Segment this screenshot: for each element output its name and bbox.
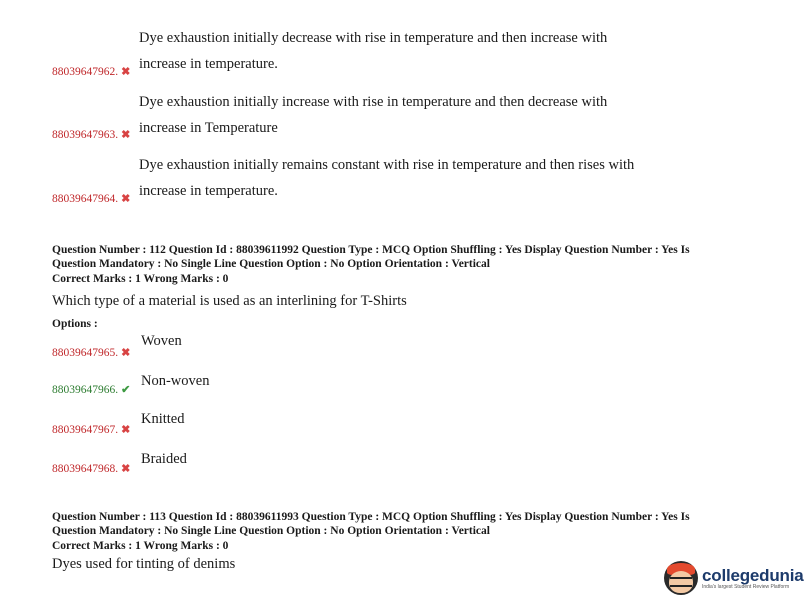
- option-id: 88039647968.: [52, 463, 119, 475]
- logo-name: collegedunia: [702, 566, 804, 585]
- wrong-mark-icon: ✖: [121, 424, 131, 436]
- option-text: Woven: [141, 333, 182, 349]
- option-row: [52, 125, 130, 143]
- question-marks: Correct Marks : 1 Wrong Marks : 0: [52, 540, 229, 552]
- question-marks: Correct Marks : 1 Wrong Marks : 0: [52, 273, 229, 285]
- option-text: Dye exhaustion initially increase with rise in temperature and then decrease with increase in Temperature: [139, 94, 608, 136]
- wrong-mark-icon: ✖: [121, 463, 131, 475]
- question-meta: Question Number : 112 Question Id : 88039611992 Question Type : MCQ Option Shuffling : Yes Display Question Number : Yes Is Question Mandatory : No Single Line Question Option : No Option Orientation : Vertical Correct Marks : 1 Wrong Marks : 0: [52, 243, 732, 286]
- option-text: Knitted: [141, 411, 185, 427]
- question-text: Dyes used for tinting of denims: [52, 556, 236, 572]
- wrong-mark-icon: ✖: [121, 347, 131, 359]
- option-row: [52, 459, 130, 477]
- logo-tagline: India's largest Student Review Platform: [702, 584, 790, 590]
- option-id: 88039647964.: [52, 193, 119, 205]
- option-id: 88039647966.: [52, 384, 119, 396]
- wrong-mark-icon: ✖: [121, 66, 131, 78]
- option-text: Dye exhaustion initially remains constant with rise in temperature and then rises with increase in temperature.: [139, 157, 635, 199]
- question-text: Which type of a material is used as an interlining for T-Shirts: [52, 293, 407, 309]
- option-row: [52, 420, 130, 438]
- collegedunia-logo: [664, 561, 804, 595]
- option-row: [52, 189, 130, 207]
- question-meta: Question Number : 113 Question Id : 88039611993 Question Type : MCQ Option Shuffling : Yes Display Question Number : Yes Is Question Mandatory : No Single Line Question Option : No Option Orientation : Vertical Correct Marks : 1 Wrong Marks : 0: [52, 510, 732, 553]
- correct-check-icon: ✔: [121, 384, 131, 396]
- option-row: [52, 62, 130, 80]
- option-text: Non-woven: [141, 373, 210, 389]
- option-text: Dye exhaustion initially decrease with rise in temperature and then increase with increase in temperature.: [139, 30, 608, 72]
- option-row: [52, 343, 130, 361]
- wrong-mark-icon: ✖: [121, 193, 131, 205]
- student-mascot-icon: [664, 561, 698, 595]
- option-id: 88039647962.: [52, 66, 119, 78]
- wrong-mark-icon: ✖: [121, 129, 131, 141]
- option-row: [52, 380, 130, 398]
- option-text: Braided: [141, 451, 187, 467]
- option-id: 88039647967.: [52, 424, 119, 436]
- options-label: Options :: [52, 318, 98, 330]
- option-id: 88039647963.: [52, 129, 119, 141]
- option-id: 88039647965.: [52, 347, 119, 359]
